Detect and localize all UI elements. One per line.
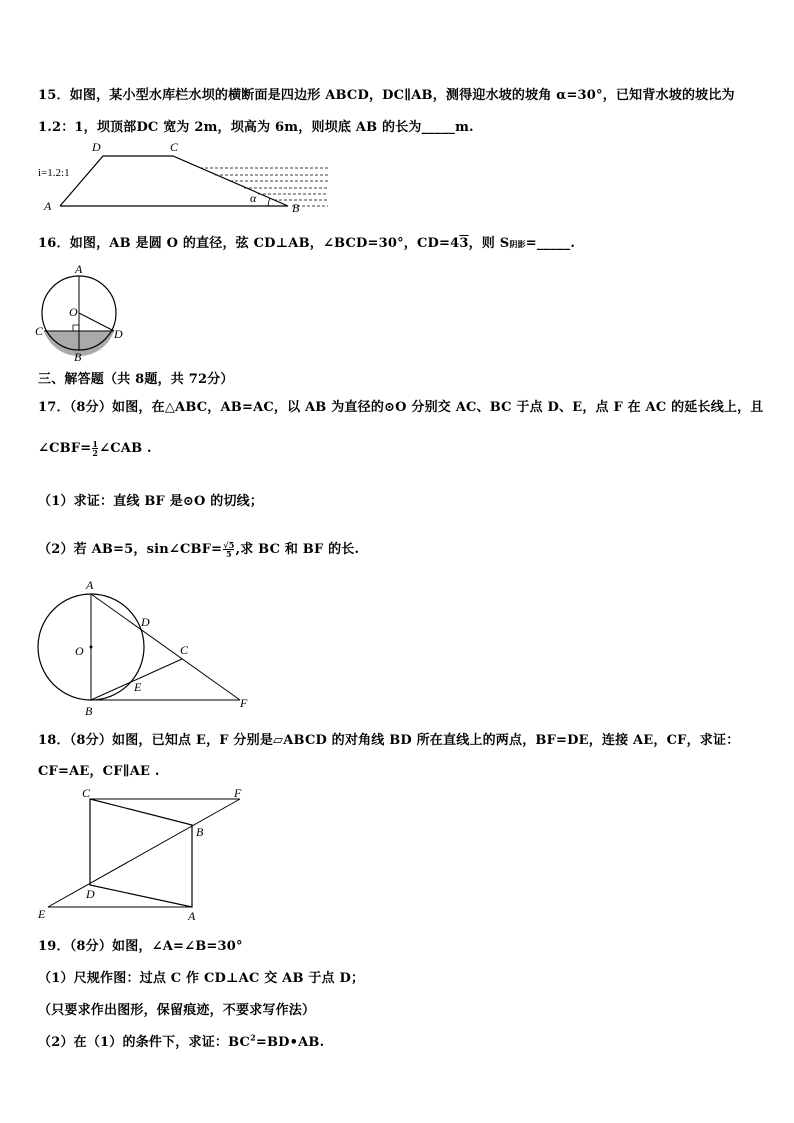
label-F: F xyxy=(240,696,248,710)
parallelogram-ABCD xyxy=(90,799,192,907)
label-A: A xyxy=(44,199,52,213)
segment-OD xyxy=(79,313,114,331)
label-D: D xyxy=(114,327,123,341)
label-A: A xyxy=(188,909,196,923)
line-AF xyxy=(91,594,240,700)
label-O: O xyxy=(75,644,84,658)
label-B: B xyxy=(196,825,204,839)
label-B: B xyxy=(292,201,300,215)
q19-line3: （只要求作出图形，保留痕迹，不要求写作法） xyxy=(38,1003,316,1018)
q18-line1: 18．（8分）如图，已知点 E，F 分别是▱ABCD 的对角线 BD 所在直线上的两点，BF=DE，连接 AE，CF，求证： xyxy=(38,733,740,748)
label-C: C xyxy=(180,643,189,657)
q17-line1: 17．（8分）如图，在△ABC，AB=AC，以 AB 为直径的⊙O 分别交 AC、BC 于点 D、E，点 F 在 AC 的延长线上，且 xyxy=(38,400,764,415)
water-hatch xyxy=(200,168,328,206)
q16-text: 16．如图，AB 是圆 O 的直径，弦 CD⊥AB，∠BCD=30°，CD=43，则 S阴影=_____. xyxy=(38,236,576,251)
label-C: C xyxy=(35,324,44,338)
q17-line2: ∠CBF= $\frac{1}{2}$ ∠CAB . xyxy=(38,439,152,458)
q19-line1: 19．（8分）如图，∠A=∠B=30° xyxy=(38,939,243,954)
q17-figure xyxy=(30,575,260,720)
label-B: B xyxy=(85,704,93,718)
label-O: O xyxy=(69,305,78,319)
q16-figure xyxy=(30,262,130,362)
label-B: B xyxy=(74,350,82,362)
label-C: C xyxy=(82,786,91,800)
right-angle-mark xyxy=(73,325,79,331)
q19-line2: （1）尺规作图：过点 C 作 CD⊥AC 交 AB 于点 D； xyxy=(38,971,365,986)
q18-figure xyxy=(30,785,260,925)
q17-part2: （2）若 AB=5，sin∠CBF= $\frac{√5}{5}$ ,求 BC 和 BF 的长. xyxy=(38,540,360,559)
sqrt-three: 3 xyxy=(459,236,469,251)
q19-line4: （2）在（1）的条件下，求证：$BC^2=BD•AB$. xyxy=(38,1032,325,1050)
q17-part1: （1）求证：直线 BF 是⊙O 的切线； xyxy=(38,494,264,509)
label-F: F xyxy=(234,786,242,800)
label-E: E xyxy=(38,907,46,921)
label-C: C xyxy=(170,140,179,154)
alpha-arc xyxy=(268,198,270,206)
label-D: D xyxy=(86,887,95,901)
center-point xyxy=(90,646,93,649)
line-EF xyxy=(48,799,240,907)
label-E: E xyxy=(134,680,142,694)
q18-line2: CF=AE，CF∥AE . xyxy=(38,764,160,779)
label-A: A xyxy=(86,578,94,592)
q15-line1: 15．如图，某小型水库栏水坝的横断面是四边形 ABCD，DC∥AB，测得迎水坡的坡角 α=30°，已知背水坡的坡比为 xyxy=(38,88,735,103)
label-A: A xyxy=(75,262,83,276)
slope-ratio: i=1.2:1 xyxy=(38,167,70,179)
q15-figure xyxy=(30,138,340,218)
label-alpha: α xyxy=(250,191,257,205)
label-D: D xyxy=(92,140,101,154)
label-D: D xyxy=(141,615,150,629)
q15-line2: 1.2：1，坝顶部DC 宽为 2m，坝高为 6m，则坝底 AB 的长为_____m. xyxy=(38,120,474,135)
section-title: 三、解答题（共 8题，共 72分） xyxy=(38,372,234,387)
